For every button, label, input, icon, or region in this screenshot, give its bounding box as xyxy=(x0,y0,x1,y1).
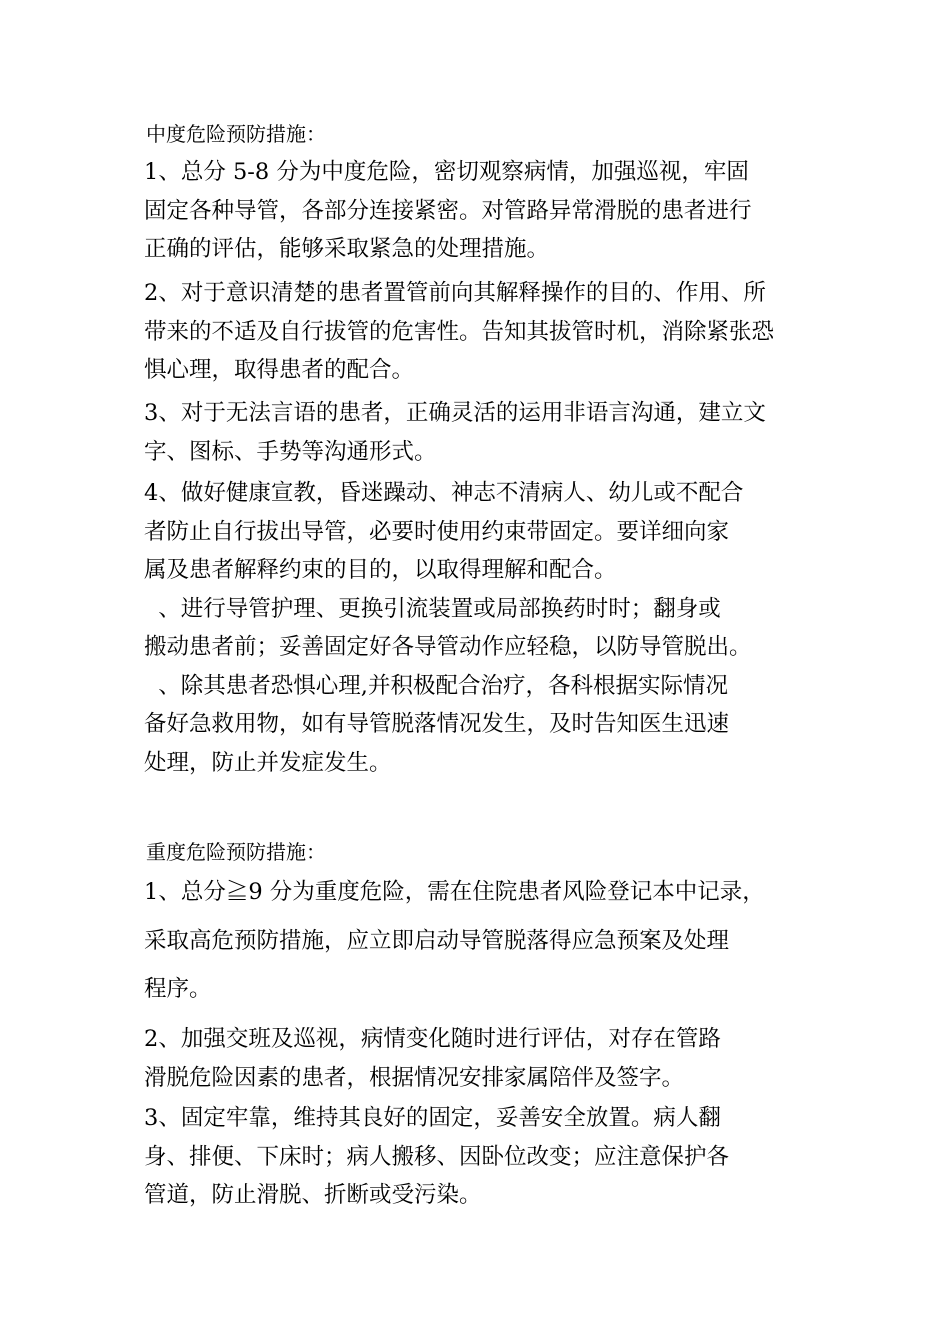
text-line: 备好急救用物，如有导管脱落情况发生，及时告知医生迅速 xyxy=(144,711,730,737)
moderate-item-2 xyxy=(144,274,818,390)
text-line: 1、总分≧9 分为重度危险，需在住院患者风险登记本中记录， xyxy=(144,879,765,905)
text-line: 正确的评估，能够采取紧急的处理措施。 xyxy=(144,236,550,262)
text-line: 采取高危预防措施，应立即启动导管脱落得应急预案及处理 xyxy=(144,927,730,954)
text-line: 属及患者解释约束的目的，以取得理解和配合。 xyxy=(144,557,617,583)
text-line: 2、加强交班及巡视，病情变化随时进行评估，对存在管路 xyxy=(144,1026,721,1052)
moderate-risk-heading: 中度危险预防措施： xyxy=(146,122,326,146)
text-line: 、除其患者恐惧心理,并积极配合治疗，各科根据实际情况 xyxy=(144,672,728,699)
text-line: 带来的不适及自行拔管的危害性。告知其拔管时机，消除紧张恐 xyxy=(144,318,775,345)
text-line: 处理，防止并发症发生。 xyxy=(144,749,392,776)
text-line: 惧心理，取得患者的配合。 xyxy=(144,357,415,383)
severe-item-3 xyxy=(144,1099,818,1215)
text-line: 4、做好健康宣教，昏迷躁动、神志不清病人、幼儿或不配合 xyxy=(144,480,744,506)
text-line: 者防止自行拔出导管，必要时使用约束带固定。要详细向家 xyxy=(144,518,730,545)
text-line: 搬动患者前；妥善固定好各导管动作应轻稳，以防导管脱出。 xyxy=(144,634,752,660)
text-line: 、进行导管护理、更换引流装置或局部换药时时；翻身或 xyxy=(144,595,721,622)
text-line: 固定各种导管，各部分连接紧密。对管路异常滑脱的患者进行 xyxy=(144,197,752,224)
moderate-item-3 xyxy=(144,394,818,471)
text-line: 管道，防止滑脱、折断或受污染。 xyxy=(144,1182,482,1208)
text-line: 3、对于无法言语的患者，正确灵活的运用非语言沟通，建立文 xyxy=(144,400,766,426)
severe-item-2 xyxy=(144,1020,818,1097)
text-line: 滑脱危险因素的患者，根据情况安排家属陪伴及签字。 xyxy=(144,1064,685,1091)
severe-item-1 xyxy=(144,868,818,1014)
text-line: 字、图标、手势等沟通形式。 xyxy=(144,438,437,465)
moderate-item-1 xyxy=(144,153,818,269)
text-line: 2、对于意识清楚的患者置管前向其解释操作的目的、作用、所 xyxy=(144,280,766,306)
moderate-item-4 xyxy=(144,474,818,782)
text-line: 程序。 xyxy=(144,976,212,1002)
severe-risk-heading: 重度危险预防措施： xyxy=(146,840,326,864)
text-line: 身、排便、下床时；病人搬移、因卧位改变；应注意保护各 xyxy=(144,1143,730,1170)
text-line: 3、固定牢靠，维持其良好的固定，妥善安全放置。病人翻 xyxy=(144,1105,721,1131)
text-line: 1、总分 5-8 分为中度危险，密切观察病情，加强巡视，牢固 xyxy=(144,159,749,185)
